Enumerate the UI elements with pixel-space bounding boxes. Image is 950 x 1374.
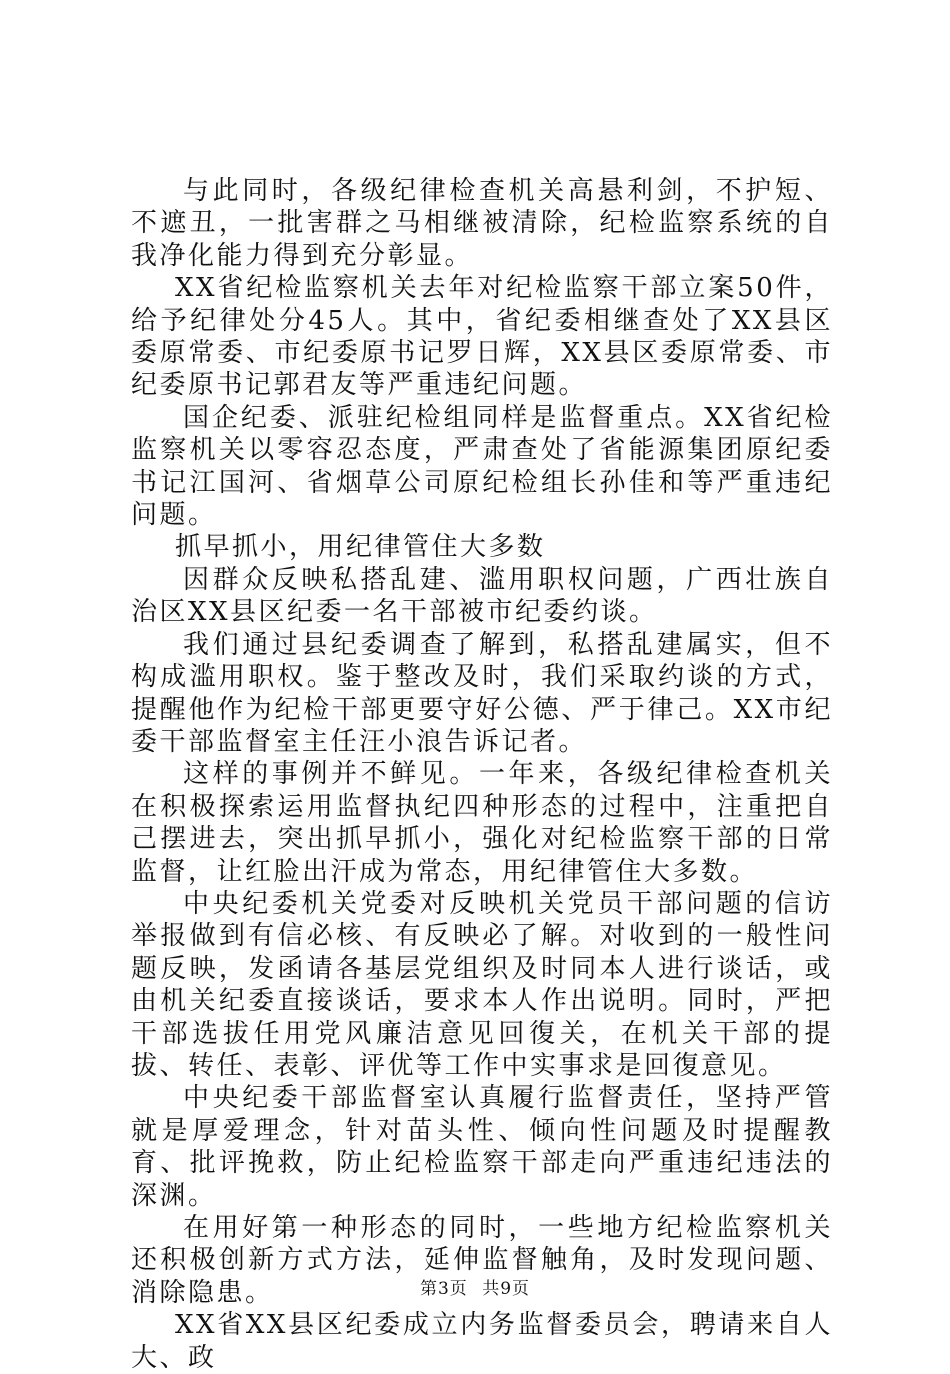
page-footer — [0, 1274, 950, 1299]
section-heading: 抓早抓小，用纪律管住大多数 — [175, 532, 546, 563]
article-body — [131, 175, 833, 1374]
paragraph: 中央纪委机关党委对反映机关党员干部问题的信访举报做到有信必核、有反映必了解。对收到的一般性问题反映，发函请各基层党组织及时同本人进行谈话，或由机关纪委直接谈话，要求本人作出说明。同时，严把干部选拔任用党风廉洁意见回復关，在机关干部的提拔、转任、表彰、评优等工作中实事求是回復意见。 — [131, 888, 833, 1081]
paragraph: 这样的事例并不鲜见。一年来，各级纪律检查机关在积极探索运用监督执纪四种形态的过程中，注重把自己摆进去，突出抓早抓小，强化对纪检监察干部的日常监督，让红脸出汗成为常态，用纪律管住大多数。 — [131, 759, 833, 887]
paragraph: 中央纪委干部监督室认真履行监督责任，坚持严管就是厚爱理念，针对苗头性、倾向性问题及时提醒教育、批评挽救，防止纪检监察干部走向严重违纪违法的深渊。 — [131, 1083, 833, 1211]
paragraph: 因群众反映私搭乱建、滥用职权问题，广西壮族自治区XX县区纪委一名干部被市纪委约谈。 — [131, 564, 833, 628]
paragraph: 国企纪委、派驻纪检组同样是监督重点。XX省纪检监察机关以零容忍态度，严肃查处了省能源集团原纪委书记江国河、省烟草公司原纪检组长孙佳和等严重违纪问题。 — [131, 402, 833, 531]
paragraph: XX省纪检监察机关去年对纪检监察干部立案50件，给予纪律处分45人。其中，省纪委相继查处了XX县区委原常委、市纪委原书记罗日辉，XX县区委原常委、市纪委原书记郭君友等严重违纪问题。 — [131, 273, 833, 401]
paragraph: 我们通过县纪委调查了解到，私搭乱建属实，但不构成滥用职权。鉴于整改及时，我们采取约谈的方式，提醒他作为纪检干部更要守好公德、严于律己。XX市纪委干部监督室主任汪小浪告诉记者。 — [131, 629, 833, 757]
paragraph: 与此同时，各级纪律检查机关高悬利剑，不护短、不遮丑，一批害群之马相继被清除，纪检监察系统的自我净化能力得到充分彰显。 — [131, 176, 833, 271]
page-total: 共9页 — [482, 1279, 531, 1299]
page-number: 第3页 — [419, 1279, 468, 1299]
paragraph: XX省XX县区纪委成立内务监督委员会，聘请来自人大、政 — [131, 1310, 833, 1373]
paragraph: 在用好第一种形态的同时，一些地方纪检监察机关还积极创新方式方法，延伸监督触角，及时发现问题、消除隐患。 — [131, 1213, 833, 1308]
